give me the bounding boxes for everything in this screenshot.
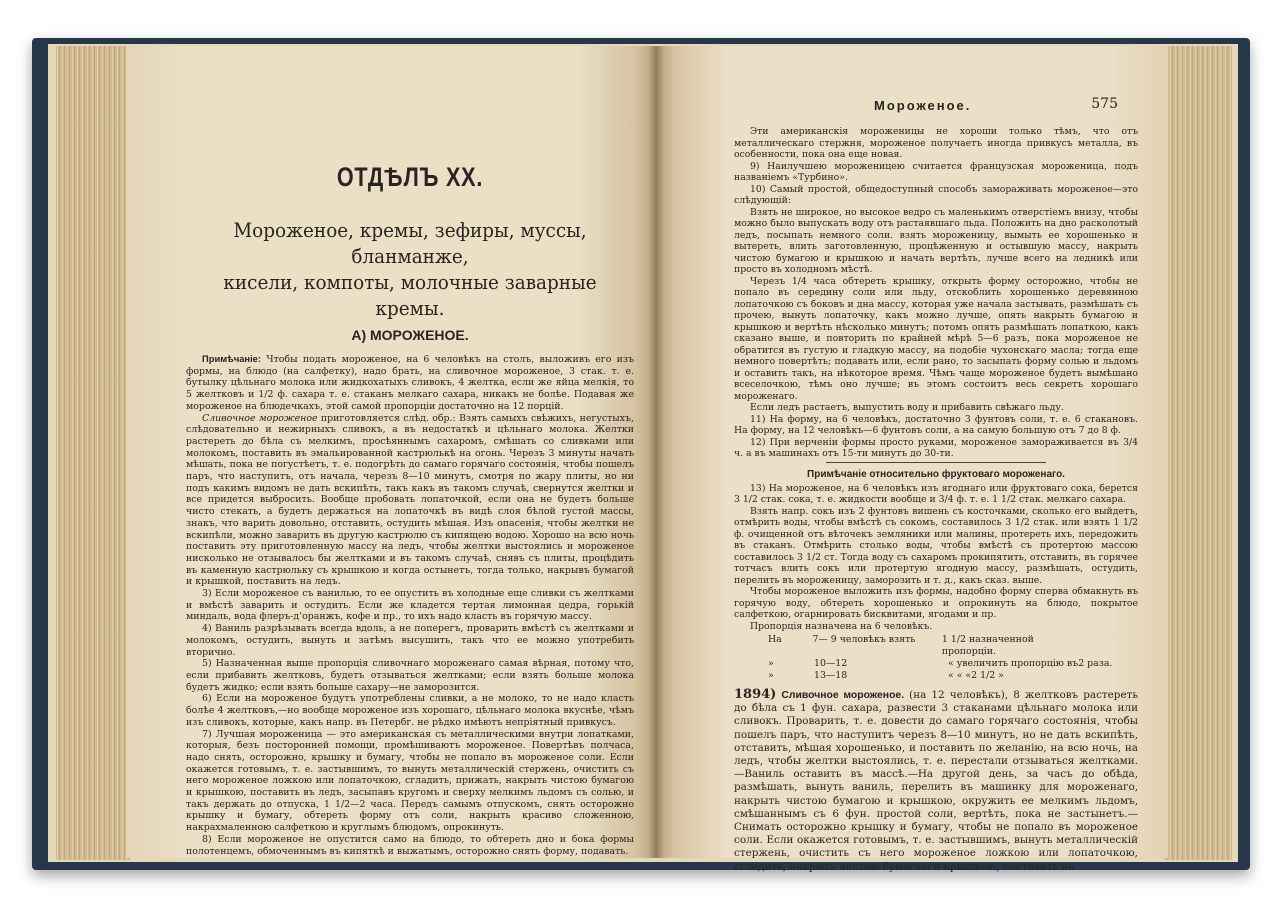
paragraph-11: 11) На форму, на 6 человѣкъ, достаточно 3 фунтовъ соли, т. е. 6 стакановъ. На форму, на 12 человѣкъ—6 фунтовъ соли, а на самую большую отъ 7 до 8 ф. [734, 413, 1138, 436]
left-page-edges [56, 46, 130, 860]
proportion-text: « увеличить пропорцію въ [948, 658, 1079, 669]
left-page-content [186, 162, 634, 857]
recipe-title: Сливочное мороженое. [781, 690, 905, 701]
proportion-prefix: » [768, 670, 774, 681]
chapter-title-line-2: кисели, компоты, молочные заварные кремы. [223, 270, 597, 320]
proportion-factor [1086, 634, 1138, 658]
paragraph-10c: Если ледъ растаетъ, выпустить воду и прибавить свѣжаго льду. [750, 402, 1064, 413]
proportion-row [768, 670, 1138, 682]
paragraph-13a: Взять напр. сокъ изъ 2 фунтовъ вишень съ косточками, сколько его выйдетъ, отмѣрить воды, чтобы вмѣстѣ съ сокомъ, составилось 3 1/2 стак. или взять 1 1/2 ф. очищенной отъ вѣточекъ земляники или малины, протереть ихъ, передожить въ стаканъ. Отмѣрить столько воды, чтобы вмѣстѣ съ протертою массою составилось 3 1/2 ст. Тогда воду съ сахаромъ прокипятить, отставить, въ горячее тотчасъ влить сокъ или протертую ягодную массу, размѣшать, остудить, перелить въ мороженицу, заморозить и т. д., какъ сказ. выше. [734, 505, 1138, 586]
paragraph-10: 10) Самый простой, общедоступный способъ замораживать мороженое—это слѣдующій: [734, 183, 1138, 206]
divider-line [826, 462, 1046, 463]
paragraph-6: 6) Если на мороженое будутъ употреблены сливки, а не молоко, то не надо класть болѣе 4 желтковъ,—но вообще мороженое изъ хорошаго, цѣльнаго молока вкуснѣе, чѣмъ изъ сливокъ, которые, какъ напр. въ Петербг. не рѣдко имѣютъ непріятный привкусъ. [186, 693, 634, 728]
right-page-edges [1164, 46, 1232, 860]
book-gutter [648, 46, 664, 858]
paragraph-1 [186, 413, 634, 589]
paragraph-intro: Эти американскія мороженицы не хороши только тѣмъ, что отъ металлическаго стержня, мороженое получаетъ иногда привкусъ металла, въ особенности, пока она еще новая. [734, 126, 1138, 160]
recipe-number: 1894) [734, 687, 777, 702]
fruit-note-title: Примѣчаніе относительно фруктоваго мороженаго. [807, 468, 1065, 480]
paragraph-13b: Чтобы мороженое выложить изъ формы, надобно форму сперва обмакнуть въ горячую воду, обтереть хорошенько и опрокинуть на блюдо, покрытое салфеткою, огарнировать бисквитами, ягодами и пр. [734, 586, 1138, 620]
note-label: Примѣчаніе: [202, 353, 262, 364]
section-title: ОТДѢЛЪ XX. [336, 162, 484, 192]
proportion-row [768, 658, 1138, 670]
running-header-title: Мороженое. [874, 98, 972, 113]
proportion-table [768, 634, 1138, 682]
note-paragraph [186, 353, 634, 413]
paragraph-3: 3) Если мороженое съ ванилью, то ее опустить въ холодные еще сливки съ желтками и вмѣстѣ заварить и остудить. Если же кладется тертая лимонная цедра, горькій миндаль, вода флеръ-д’оранжъ, кофе и пр., то ихъ надо класть въ горячую массу. [186, 588, 634, 623]
paragraph-5: 5) Назначенная выше пропорція сливочнаго мороженаго самая вѣрная, потому что, если прибавить желтковъ, будетъ отзываться желтками; если взять больше молока будетъ жидко; если взять больше сахару—не заморозится. [186, 658, 634, 693]
proportion-range: 10—12 [814, 658, 848, 669]
paragraph-12: 12) При верченіи формы просто руками, мороженое замораживается въ 3/4 ч. а въ машинахъ отъ 15-ти минутъ до 30-ти. [734, 436, 1138, 459]
note-text: Чтобы подать мороженое, на 6 человѣкъ на столъ, выложивъ его изъ формы, на блюдо (на салфетку), надо брать, на сливочное мороженое, 3 стак. т. е. бутылку цѣльнаго молока или жидкохатыхъ сливокъ, 4 желтка, если же яйца мелкія, то 5 желтковъ и 1/2 ф. сахара т. е. стаканъ мелкаго сахара, никакъ не болѣе. Подавая же мороженое на блюдечкахъ, этой самой пропорціи достаточно на 12 порцій. [186, 354, 635, 412]
proportion-range: 13—18 [814, 670, 848, 681]
page-number: 575 [1091, 96, 1118, 112]
proportion-prefix: » [768, 658, 774, 669]
paragraph-13c: Пропорція назначена на 6 человѣкъ. [750, 620, 933, 632]
paragraph-1-text: приготовляется слѣд. обр.: Взять самыхъ свѣжихъ, негустыхъ, слѣдовательно и нежирныхъ сливокъ, а въ недостаткѣ и цѣльнаго молока. Желтки растереть до бѣла съ мелкимъ, просѣяннымъ сахаромъ, смѣшать со сливками или молокомъ, поставить въ эмальированной кастрюлькѣ на огонь. Черезъ 3 минуты начать мѣшать, пока не погустѣетъ, т. е. подогрѣть до самаго горячаго состоянія, чтобы пошелъ паръ, что наступитъ, отъ начала, черезъ 8—10 минутъ, смотря по жару плиты, но ни подъ какимъ видомъ не дать вскипѣть, такъ какъ въ такомъ случаѣ, свернутся желтки и все придется выбросить. Вообще пробовать лопаточкой, если она не будетъ больше чисто стекать, а будетъ держаться на лопаточкѣ въ видѣ слоя бѣлой густой массы, знакъ, что варить довольно, отставить, остудить мѣшая. Изъ опасенія, чтобы желтки не вскипѣли, можно заварить въ другую кастрюлю съ кипящею водою. Хорошо на всю ночь поставить эту приготовленную массу на ледъ, чтобы желтки выстоялись и мороженое нисколько не отзывалось бы желтками и въ такомъ случаѣ, снявъ съ плиты, процѣдить въ каменную кастрюльку съ крышкою и когда остынетъ, тогда только, накрывъ бумагой и крышкой, поставить на ледъ. [186, 412, 634, 588]
proportion-row [768, 634, 1138, 658]
recipe-1894 [734, 688, 1138, 874]
proportion-factor: 2 раза. [1078, 658, 1113, 669]
proportion-factor: 2 1/2 » [971, 670, 1004, 681]
right-page-content [734, 126, 1138, 874]
paragraph-10b: Черезъ 1/4 часа обтереть крышку, открыть форму осторожно, чтобы не попало въ середину соли или льду, отскоблить хорошенько деревянною лопаточкою съ боковъ и дна массу, которая уже начала застывать, размѣшать съ прочею, вынуть лопаточку, какъ можно лучше, опять накрыть бумагою и крышкою и вертѣть нѣсколько минутъ; потомъ опять размѣшать лопаткою, какъ сказано выше, и повторить по крайней мѣрѣ 5—6 разъ, пока мороженое не обратится въ густую и гладкую массу, на подобіе чухонскаго масла; тогда еще немного повертѣть; подавать или, если рано, то засыпать форму солью и льдомъ и оставить такъ, на нѣкоторое время. Чѣмъ чаще мороженое будетъ вымѣшано всеселочкою, тѣмъ оно лучше; въ этомъ состоитъ весь секретъ хорошаго мороженаго. [734, 275, 1138, 402]
paragraph-1-italic: Сливочное мороженое [202, 412, 318, 424]
left-page [126, 46, 656, 858]
right-page [656, 46, 1168, 873]
paragraph-4: 4) Ваниль разрѣзывать всегда вдоль, а не поперегъ, проварить вмѣстѣ съ желтками и молокомъ, остудить, вынуть и затѣмъ высушить, такъ что ее можно употребить вторично. [186, 623, 634, 658]
paragraph-9: 9) Наилучшею мороженицею считается французская мороженица, подъ названіемъ «Турбино». [734, 160, 1138, 183]
running-header [874, 98, 1118, 118]
proportion-prefix: На [768, 634, 782, 645]
proportion-text: « « « [948, 670, 972, 681]
paragraph-10a: Взять не широкое, но высокое ведро съ маленькимъ отверстіемъ внизу, чтобы можно было выпускать воду отъ растаявшаго льда. Положить на дно расколотый ледъ, посыпать немного соли. взять мороженицу, вымыть ее хорошенько и вытереть, влить заготовленную, процѣженную и остывшую массу, накрыть чистою бумагою и крышкою и начать вертѣть, лучше всего на ледникѣ или просто въ холодномъ мѣстѣ. [734, 206, 1138, 275]
paragraph-13: 13) На мороженое, на 6 человѣкъ изъ ягоднаго или фруктоваго сока, берется 3 1/2 стак. сока, т. е. жидкости вообще и 3/4 ф. т. е. 1 1/2 стак. мелкаго сахара. [734, 482, 1138, 505]
recipe-text: (на 12 человѣкъ), 8 желтковъ растереть до бѣла съ 1 фун. сахара, развести 3 стаканами цѣльнаго молока или сливокъ. Проварить, т. е. довести до самаго горячаго состоянія, чтобы пошелъ паръ, что наступитъ черезъ 8—10 минутъ, но не дать вскипѣть, отставить, мѣшая хорошенько, и поставить по желанію, на всю ночь, на ледъ, чтобы желтки выстоялись, т. е. перестали отзываться желтками.—Ваниль оставить въ массѣ.—На другой день, за часъ до обѣда, размѣшать, вынуть ваниль, перелить въ машинку для мороженаго, накрыть чистою бумагою и крышкою, окружить ее мелкимъ льдомъ, смѣшаннымъ съ 6 фун. простой соли, вертѣть, пока не застынетъ.—Снимать осторожно крышку и бумагу, чтобы не попало въ мороженое соли. Если окажется готовымъ, т. е. застывшимъ, вынуть металлическій стержень, очистить съ него мороженое ложкою или лопаточкою, сгладить, накрыть чистою бумагою и крышкою, поставить на [734, 689, 1138, 873]
chapter-title-line-1: Мороженое, кремы, зефиры, муссы, бланманже, [233, 218, 587, 268]
paragraph-7: 7) Лучшая мороженица — это американская съ металлическими внутри лопатками, которыя, безъ посторонней помощи, промѣшиваютъ мороженое. Повертѣвъ полчаса, надо снять, осторожно, крышку и бумагу, чтобы не попало въ мороженое соли. Если окажется готовымъ, т. е. застывшимъ, то вынуть металлическій стержень, очистить съ него мороженое ложкою или лопаточкою, сгладить, прижать, накрыть чистою бумагою и крышкою, поставить въ ледъ, засыпавъ кругомъ и сверху мелкимъ льдомъ съ солью, и такъ держать до отпуска, 1 1/2—2 часа. Передъ самымъ отпускомъ, снять осторожно крышку и бумагу, обтереть форму отъ соли, накрыть красиво сложенною, накрахмаленною салфеткою и круглымъ блюдомъ, опрокинуть. [186, 728, 634, 834]
subsection-title: А) МОРОЖЕНОЕ. [351, 327, 469, 343]
chapter-title [204, 217, 616, 321]
proportion-text: 1 1/2 назначенной пропорціи. [941, 634, 1034, 657]
proportion-range: 7— 9 человѣкъ взять [812, 634, 916, 645]
paragraph-8: 8) Если мороженое не опустится само на блюдо, то обтереть дно и бока формы полотенцемъ, обмоченнымъ въ кипяткѣ и выжатымъ, осторожно снять форму, подавать. [186, 833, 634, 857]
